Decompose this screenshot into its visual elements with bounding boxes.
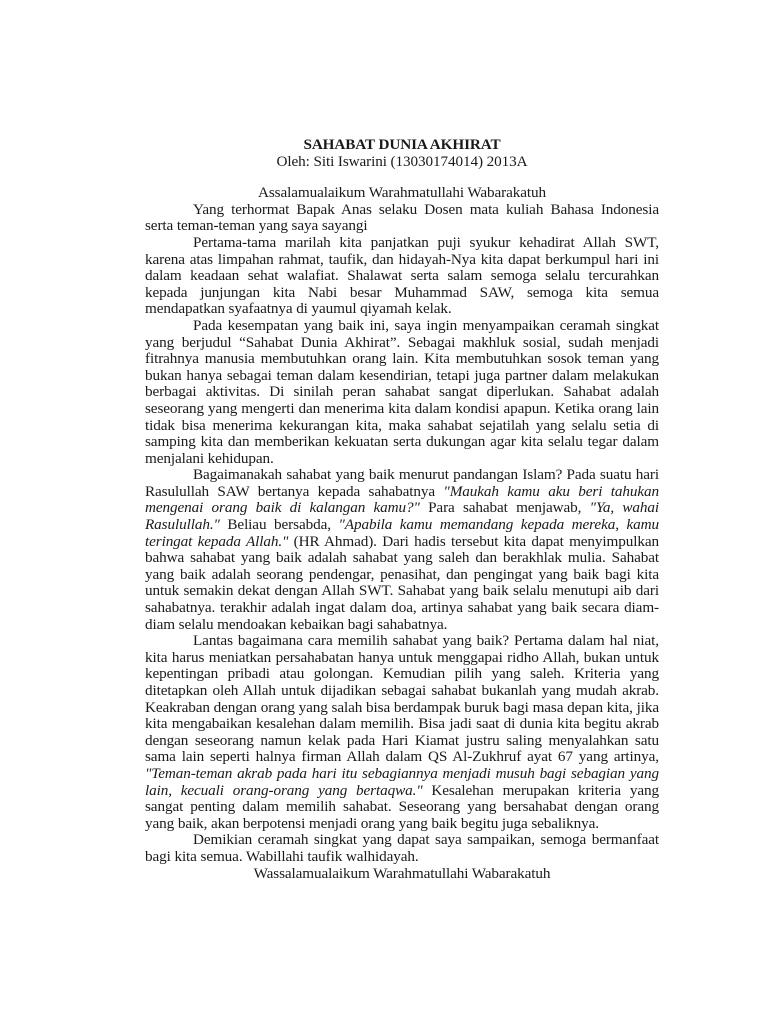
paragraph-text: Demikian ceramah singkat yang dapat saya sampaikan, semoga bermanfaat bagi kita semua. Wabillahi taufik walhidayah. (145, 831, 659, 865)
paragraph-text: Kesalehan merupakan kriteria yang sangat penting dalam memilih sahabat. Seseorang yang bersahabat dengan orang yang baik, akan berpotensi menjadi orang yang baik begitu juga sebaliknya. (145, 781, 659, 832)
body-paragraph (145, 467, 659, 633)
closing-greeting: Wassalamualaikum Warahmatullahi Wabarakatuh (253, 864, 551, 882)
body-paragraph (145, 202, 659, 235)
body-paragraph (145, 633, 659, 832)
body-paragraph (145, 318, 659, 467)
document-title: SAHABAT DUNIA AKHIRAT (303, 136, 501, 153)
paragraph-text: Yang terhormat Bapak Anas selaku Dosen mata kuliah Bahasa Indonesia serta teman-teman yang saya sayangi (145, 200, 659, 235)
document-body (145, 202, 659, 866)
document-author: Oleh: Siti Iswarini (13030174014) 2013A (276, 152, 528, 170)
paragraph-text: Pada kesempatan yang baik ini, saya ingin menyampaikan ceramah singkat yang berjudul “Sahabat Dunia Akhirat”. Sebagai makhluk sosial, sudah menjadi fitrahnya manusia membutuhkan orang lain. Kita membutuhkan sosok teman yang bukan hanya sebagai teman dalam kesendirian, tetapi juga partner dalam melakukan berbagai aktivitas. Di sinilah peran sahabat sangat diperlukan. Sahabat adalah seseorang yang mengerti dan menerima kita dalam kondisi apapun. Ketika orang lain tidak bisa menerima kekurangan kita, maka sahabat sejatilah yang selalu setia di samping kita dan memberikan kekuatan serta dukungan agar kita selalu tegar dalam menjalani kehidupan. (145, 316, 659, 467)
document-page (145, 133, 659, 882)
body-paragraph (145, 235, 659, 318)
paragraph-text: (HR Ahmad). Dari hadis tersebut kita dapat menyimpulkan bahwa sahabat yang baik adalah sahabat yang saleh dan berakhlak mulia. Sahabat yang baik adalah seorang pendengar, penasihat, dan pengingat yang baik bagi kita untuk semakin dekat dengan Allah SWT. Sahabat yang baik selalu menutupi aib dari sahabatnya. terakhir adalah ingat dalam doa, artinya sahabat yang baik secara diam-diam selalu mendoakan kebaikan bagi sahabatnya. (145, 532, 659, 633)
quoted-text: "Teman-teman akrab pada hari itu sebagiannya menjadi musuh bagi sebagian yang lain, kecuali orang-orang yang bertaqwa." (145, 764, 659, 799)
quoted-text: "Maukah kamu aku beri tahukan mengenai orang baik di kalangan kamu?" (145, 482, 659, 517)
quoted-text: "Apabila kamu memandang kepada mereka, kamu teringat kepada Allah." (145, 516, 659, 550)
paragraph-text: Lantas bagaimana cara memilih sahabat yang baik? Pertama dalam hal niat, kita harus meniatkan persahabatan hanya untuk menggapai ridho Allah, bukan untuk kepentingan pribadi atau golongan. Kemudian pilih yang saleh. Kriteria yang ditetapkan oleh Allah untuk dijadikan sebagai sahabat bukanlah yang mudah akrab. Keakraban dengan orang yang salah bisa berdampak buruk bagi masa depan kita, jika kita mengabaikan kesalehan dalam memilih. Bisa jadi saat di dunia kita begitu akrab dengan seseorang namun kelak pada Hari Kiamat justru saling menyalahkan satu sama lain seperti halnya firman Allah dalam QS Al-Zukhruf ayat 67 yang artinya, (145, 632, 659, 766)
paragraph-text: Para sahabat menjawab, (419, 499, 590, 517)
paragraph-text: Bagaimanakah sahabat yang baik menurut pandangan Islam? Pada suatu hari Rasulullah SAW bertanya kepada sahabatnya (145, 466, 659, 500)
body-paragraph (145, 832, 659, 865)
paragraph-text: Pertama-tama marilah kita panjatkan puji syukur kehadirat Allah SWT, karena atas limpahan rahmat, taufik, dan hidayah-Nya kita dapat berkumpul hari ini dalam keadaan sehat walafiat. Shalawat serta salam semoga selalu tercurahkan kepada junjungan kita Nabi besar Muhammad SAW, semoga kita semua mendapatkan syafaatnya di yaumul qiyamah kelak. (145, 233, 659, 318)
opening-greeting: Assalamualaikum Warahmatullahi Wabarakatuh (257, 184, 546, 202)
paragraph-text: Beliau bersabda, (219, 516, 339, 534)
quoted-text: "Ya, wahai Rasulullah." (145, 499, 660, 534)
